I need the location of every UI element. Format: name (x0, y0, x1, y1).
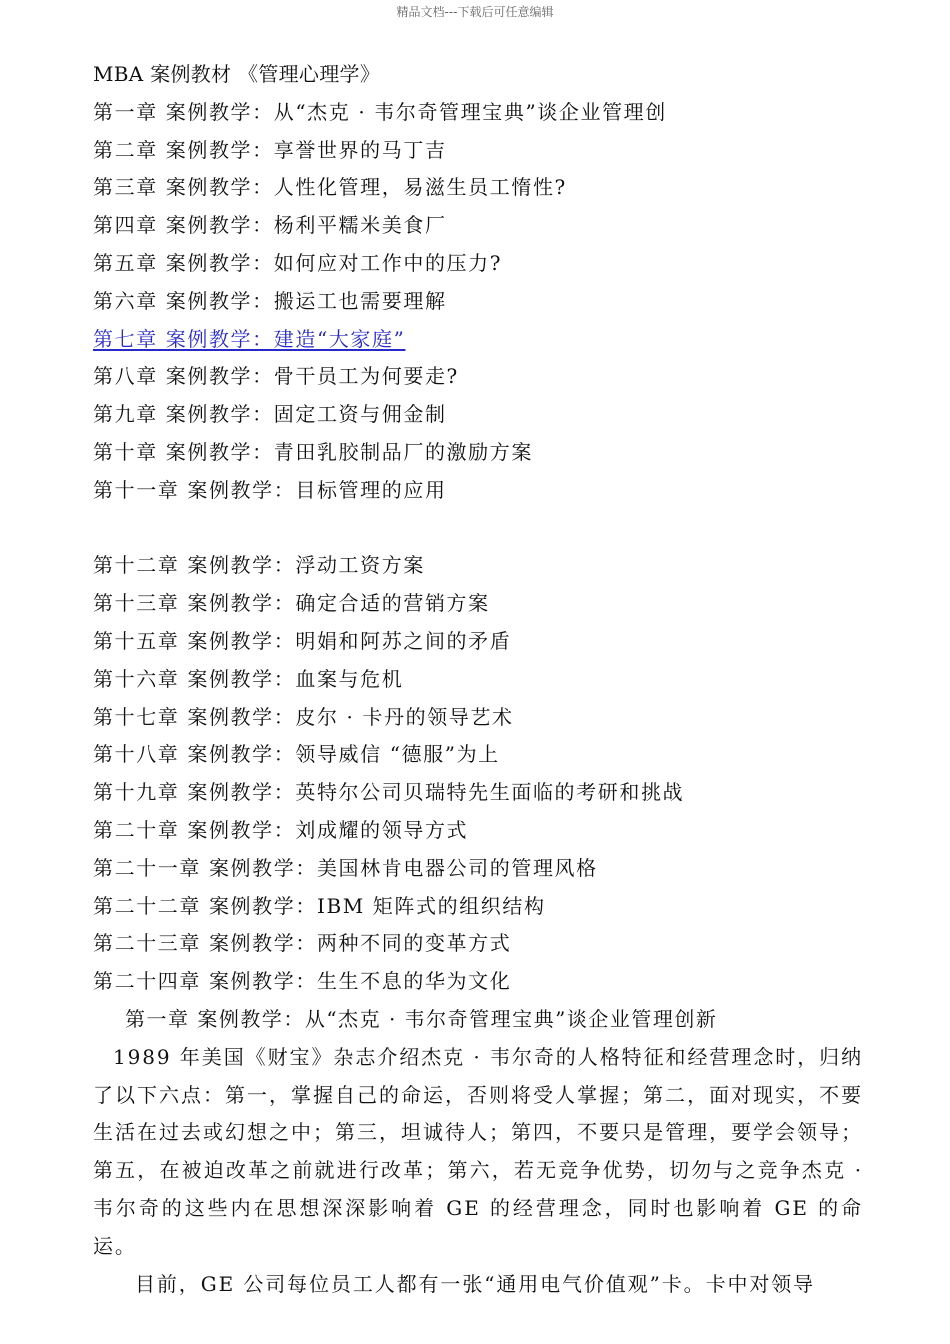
blank-line (93, 510, 863, 548)
section-heading-chapter-1: 第一章 案例教学：从“杰克 · 韦尔奇管理宝典”谈企业管理创新 (125, 1006, 718, 1031)
toc-item-chapter-1: 第一章 案例教学：从“杰克 · 韦尔奇管理宝典”谈企业管理创 (93, 99, 667, 124)
toc-item-chapter-2: 第二章 案例教学：享誉世界的马丁吉 (93, 137, 447, 162)
toc-item-chapter-17: 第十七章 案例教学：皮尔 · 卡丹的领导艺术 (93, 704, 514, 729)
toc-item-chapter-21: 第二十一章 案例教学：美国林肯电器公司的管理风格 (93, 855, 598, 880)
body-paragraph-2: 目前，GE 公司每位员工人都有一张“通用电气价值观”卡。卡中对领导 (135, 1271, 816, 1296)
toc-item-chapter-18: 第十八章 案例教学：领导威信 “德服”为上 (93, 742, 500, 767)
page-header-watermark: 精品文档---下载后可任意编辑 (396, 5, 554, 19)
body-paragraph-1: 1989 年美国《财宝》杂志介绍杰克 · 韦尔奇的人格特征和经营理念时，归纳了以下六点：第一，掌握自己的命运，否则将受人掌握；第二，面对现实，不要生活在过去或幻想之中；第三，坦诚待人；第四，不要只是管理，要学会领导；第五，在被迫改革之前就进行改革；第六，若无竞争优势，切勿与之竞争杰克 · 韦尔奇的这些内在思想深深影响着 GE 的经营理念，同时也影响着 GE 的命运。 (93, 1044, 863, 1258)
toc-link-chapter-7[interactable]: 第七章 案例教学：建造“大家庭” (93, 326, 406, 351)
toc-item-chapter-24: 第二十四章 案例教学：生生不息的华为文化 (93, 969, 512, 994)
table-of-contents-part-1 (93, 94, 863, 510)
toc-item-chapter-10: 第十章 案例教学：青田乳胶制品厂的激励方案 (93, 439, 533, 464)
toc-item-chapter-5: 第五章 案例教学：如何应对工作中的压力? (93, 250, 503, 275)
toc-item-chapter-19: 第十九章 案例教学：英特尔公司贝瑞特先生面临的考研和挑战 (93, 780, 685, 805)
table-of-contents-part-2 (93, 547, 863, 1001)
toc-item-chapter-23: 第二十三章 案例教学：两种不同的变革方式 (93, 931, 512, 956)
toc-item-chapter-16: 第十六章 案例教学：血案与危机 (93, 666, 404, 691)
toc-item-chapter-12: 第十二章 案例教学：浮动工资方案 (93, 553, 425, 578)
toc-item-chapter-4: 第四章 案例教学：杨利平糯米美食厂 (93, 213, 447, 238)
toc-item-chapter-11: 第十一章 案例教学：目标管理的应用 (93, 477, 447, 502)
toc-item-chapter-13: 第十三章 案例教学：确定合适的营销方案 (93, 591, 490, 616)
toc-item-chapter-8: 第八章 案例教学：骨干员工为何要走? (93, 364, 459, 389)
toc-item-chapter-9: 第九章 案例教学：固定工资与佣金制 (93, 402, 447, 427)
toc-item-chapter-3: 第三章 案例教学：人性化管理，易滋生员工惰性? (93, 175, 567, 200)
toc-item-chapter-6: 第六章 案例教学：搬运工也需要理解 (93, 288, 447, 313)
toc-item-chapter-20: 第二十章 案例教学：刘成耀的领导方式 (93, 817, 469, 842)
document-title: MBA 案例教材 《管理心理学》 (93, 62, 381, 86)
toc-item-chapter-22: 第二十二章 案例教学：IBM 矩阵式的组织结构 (93, 893, 546, 918)
document-body (93, 56, 863, 1303)
toc-item-chapter-15: 第十五章 案例教学：明娟和阿苏之间的矛盾 (93, 628, 512, 653)
